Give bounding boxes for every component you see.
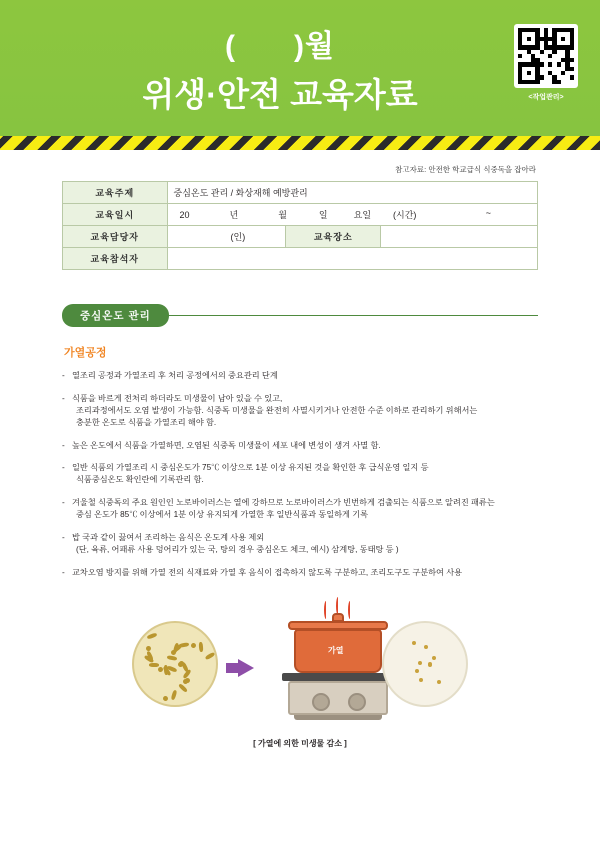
microbe-icon bbox=[424, 645, 428, 649]
figure-caption: [ 가열에 의한 미생물 감소 ] bbox=[253, 738, 347, 748]
table-row bbox=[63, 226, 538, 248]
header-main-title: 위생·안전 교육자료 bbox=[142, 76, 418, 113]
pot-icon bbox=[294, 629, 382, 673]
subsection-title: 가열공정 bbox=[64, 347, 107, 359]
row-label-place: 교육장소 bbox=[286, 226, 381, 248]
row-label-datetime: 교육일시 bbox=[63, 204, 168, 226]
table-row bbox=[63, 182, 538, 204]
illustration-canvas bbox=[62, 599, 538, 727]
steam-icon bbox=[324, 601, 328, 619]
list-item-line: - 겨울철 식중독의 주요 원인인 노로바이러스는 열에 강하므로 노로바이러스가 빈번하게 검출되는 식품으로 알려진 패류는 bbox=[72, 498, 495, 508]
microbe-icon bbox=[170, 689, 177, 700]
table-row bbox=[63, 248, 538, 270]
list-item bbox=[62, 440, 538, 452]
list-item bbox=[62, 462, 538, 486]
row-value-place[interactable] bbox=[381, 226, 538, 248]
education-info-table bbox=[62, 181, 538, 270]
burner-knob-icon bbox=[348, 693, 366, 711]
page-content bbox=[0, 164, 600, 749]
microbe-icon bbox=[149, 663, 159, 667]
header-month-prefix: ( bbox=[225, 30, 236, 63]
header-month-suffix: )월 bbox=[294, 30, 335, 63]
stove-top bbox=[282, 673, 394, 681]
list-item bbox=[62, 497, 538, 521]
microbe-icon bbox=[178, 684, 188, 694]
stove-illustration bbox=[278, 599, 398, 731]
microbe-icon bbox=[419, 678, 423, 682]
source-note: 참고자료: 안전한 학교급식 식중독을 잡아라 bbox=[395, 165, 536, 174]
date-time-unit: (시간) bbox=[393, 210, 417, 220]
microbe-icon bbox=[183, 679, 189, 685]
microbe-icon bbox=[412, 641, 416, 645]
illustration-figure bbox=[62, 599, 538, 749]
list-item bbox=[62, 393, 538, 429]
petri-dish-after-icon bbox=[382, 621, 468, 707]
row-label-attendees: 교육참석자 bbox=[63, 248, 168, 270]
section-title-pill: 중심온도 관리 bbox=[62, 304, 169, 327]
date-year-prefix: 20 bbox=[179, 210, 190, 220]
row-label-topic: 교육주제 bbox=[63, 182, 168, 204]
row-value-topic[interactable]: 중심온도 관리 / 화상재해 예방관리 bbox=[167, 182, 538, 204]
list-item-line: 조리과정에서도 오염 발생이 가능함. 식중독 미생물을 완전히 사멸시키거나 안전한 수준 이하로 관리하기 위해서는 bbox=[76, 405, 478, 415]
microbe-icon bbox=[437, 680, 441, 684]
list-item-line: 중심 온도가 85℃ 이상에서 1분 이상 유지되게 가열한 후 일반식품과 동일하게 기록 bbox=[76, 510, 369, 520]
row-value-attendees[interactable] bbox=[167, 248, 538, 270]
row-value-instructor[interactable] bbox=[167, 226, 286, 248]
arrow-right-icon-1 bbox=[238, 659, 254, 677]
microbe-icon bbox=[415, 669, 419, 673]
row-label-instructor: 교육담당자 bbox=[63, 226, 168, 248]
microbe-icon bbox=[164, 665, 169, 675]
list-item-line: - 밥 국과 같이 끓여서 조리하는 음식은 온도계 사용 제외 bbox=[72, 533, 265, 543]
microbe-icon bbox=[167, 655, 178, 661]
microbe-icon bbox=[146, 633, 157, 640]
microbe-icon bbox=[432, 656, 436, 660]
list-item-line: 식품중심온도 확인란에 기록관리 함. bbox=[76, 475, 204, 485]
header-month-line bbox=[0, 30, 600, 63]
list-item-line: 충분한 온도로 식품을 가열조리 해야 함. bbox=[76, 417, 217, 427]
list-item bbox=[62, 532, 538, 556]
list-item-line: - 열조리 공정과 가열조리 후 처리 공정에서의 중요관리 단계 bbox=[72, 371, 278, 380]
burner-knob-icon bbox=[312, 693, 330, 711]
steam-icon bbox=[336, 597, 340, 615]
list-item-line: - 일반 식품의 가열조리 시 중심온도가 75℃ 이상으로 1분 이상 유지된 것을 확인한 후 급식운영 일지 등 bbox=[72, 463, 429, 473]
microbe-icon bbox=[162, 695, 169, 702]
microbe-icon bbox=[205, 652, 216, 661]
microbe-icon bbox=[157, 666, 164, 673]
table-row bbox=[63, 204, 538, 226]
header-title-block bbox=[0, 30, 600, 116]
list-item bbox=[62, 370, 538, 382]
page-header bbox=[0, 0, 600, 150]
date-month-unit: 월 bbox=[278, 210, 287, 220]
steam-icon bbox=[348, 601, 352, 619]
microbe-icon bbox=[428, 663, 432, 667]
date-weekday-unit: 요일 bbox=[353, 210, 372, 220]
date-tilde: ~ bbox=[485, 208, 491, 218]
bullet-list bbox=[62, 370, 538, 579]
petri-dish-before-icon bbox=[132, 621, 218, 707]
hazard-stripe-divider bbox=[0, 136, 600, 150]
list-item-line: - 높은 온도에서 식품을 가열하면, 오염된 식중독 미생물이 세포 내에 변성이 생겨 사멸 함. bbox=[72, 440, 381, 450]
microbe-icon bbox=[418, 661, 422, 665]
stove-body bbox=[288, 681, 388, 715]
list-item-line: - 식품을 바르게 전처리 하더라도 미생물이 남아 있을 수 있고, bbox=[72, 393, 283, 403]
sign-mark: (인) bbox=[230, 232, 246, 242]
qr-caption: <작업관리> bbox=[528, 94, 564, 101]
date-year-unit: 년 bbox=[229, 210, 239, 220]
pot-label: 가열 bbox=[328, 645, 344, 655]
list-item-line: - 교차오염 방지를 위해 가열 전의 식재료와 가열 후 음식이 접촉하지 않도록 구분하고, 조리도구도 구분하여 사용 bbox=[72, 567, 463, 577]
row-value-datetime[interactable] bbox=[167, 204, 538, 226]
microbe-icon bbox=[199, 642, 204, 652]
microbe-icon bbox=[190, 642, 197, 649]
stove-base bbox=[294, 715, 382, 720]
date-day-unit: 일 bbox=[318, 210, 328, 220]
section-heading bbox=[62, 304, 538, 326]
qr-code-icon bbox=[514, 24, 578, 88]
list-item bbox=[62, 567, 538, 579]
list-item-line: (단, 육류, 어패류 사용 덩어리가 있는 국, 탕의 경우 중심온도 체크, 예시) 삼계탕, 동태탕 등 ) bbox=[76, 544, 399, 554]
